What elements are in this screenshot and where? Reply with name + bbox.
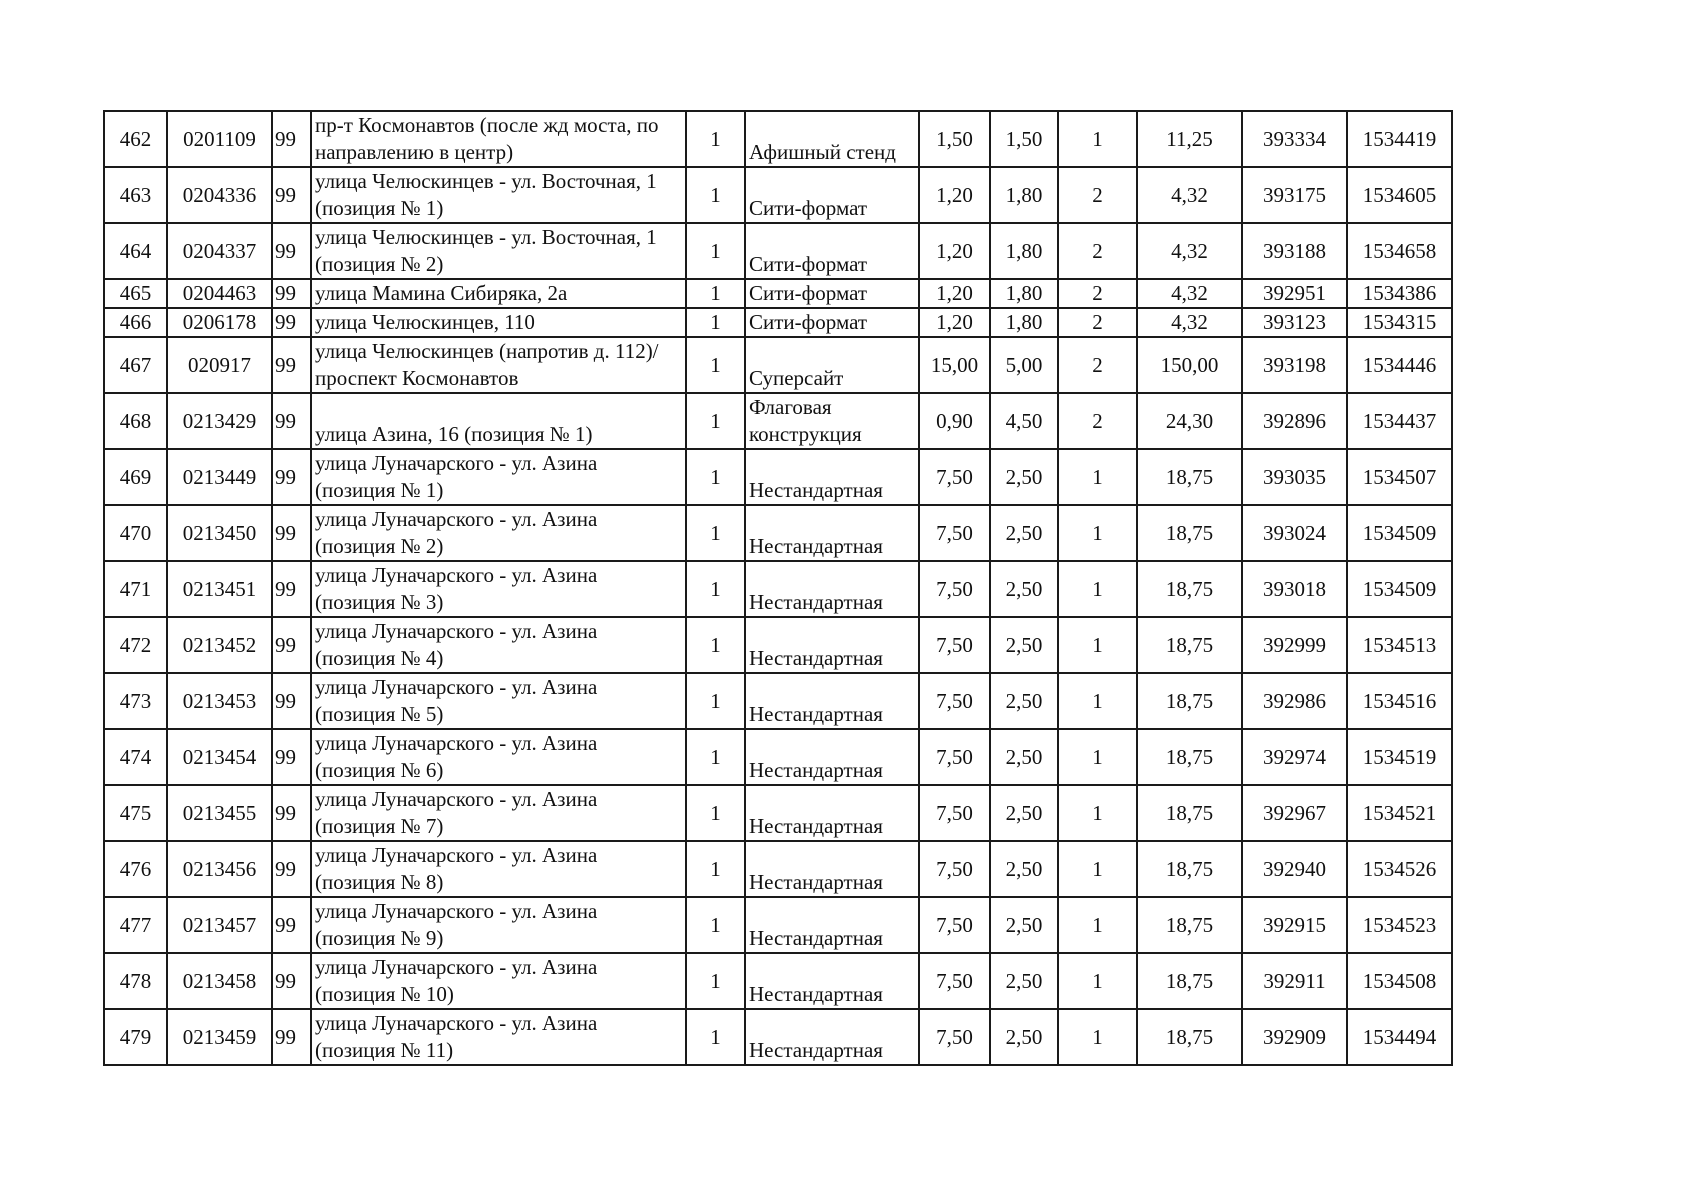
height-cell: 5,00: [990, 337, 1058, 393]
width-cell: 7,50: [919, 953, 990, 1009]
district-code-cell: 99: [272, 505, 311, 561]
coord-x-cell: 392909: [1242, 1009, 1347, 1065]
quantity-cell: 1: [686, 953, 745, 1009]
table-row: [104, 673, 1452, 729]
table-row: [104, 729, 1452, 785]
district-code-cell: 99: [272, 111, 311, 167]
quantity-cell: 1: [686, 617, 745, 673]
district-code-cell: 99: [272, 561, 311, 617]
sides-cell: 2: [1058, 337, 1137, 393]
address-cell: улица Луначарского - ул. Азина (позиция № 4): [311, 617, 686, 673]
district-code-cell: 99: [272, 223, 311, 279]
address-cell: улица Челюскинцев - ул. Восточная, 1 (позиция № 2): [311, 223, 686, 279]
width-cell: 1,20: [919, 167, 990, 223]
coord-y-cell: 1534507: [1347, 449, 1452, 505]
coord-y-cell: 1534509: [1347, 561, 1452, 617]
sides-cell: 1: [1058, 449, 1137, 505]
table-row: [104, 561, 1452, 617]
coord-y-cell: 1534658: [1347, 223, 1452, 279]
coord-y-cell: 1534437: [1347, 393, 1452, 449]
area-cell: 18,75: [1137, 897, 1242, 953]
address-cell: улица Челюскинцев (напротив д. 112)/проспект Космонавтов: [311, 337, 686, 393]
width-cell: 7,50: [919, 841, 990, 897]
district-code-cell: 99: [272, 279, 311, 308]
table-row: [104, 785, 1452, 841]
width-cell: 7,50: [919, 1009, 990, 1065]
height-cell: 1,80: [990, 223, 1058, 279]
sides-cell: 1: [1058, 673, 1137, 729]
row-number-cell: 474: [104, 729, 167, 785]
coord-y-cell: 1534508: [1347, 953, 1452, 1009]
width-cell: 7,50: [919, 673, 990, 729]
structure-code-cell: 0201109: [167, 111, 272, 167]
quantity-cell: 1: [686, 111, 745, 167]
table-row: [104, 449, 1452, 505]
structure-code-cell: 0213453: [167, 673, 272, 729]
structure-code-cell: 0213450: [167, 505, 272, 561]
district-code-cell: 99: [272, 449, 311, 505]
row-number-cell: 467: [104, 337, 167, 393]
district-code-cell: 99: [272, 617, 311, 673]
structure-type-cell: Сити-формат: [745, 167, 919, 223]
area-cell: 18,75: [1137, 673, 1242, 729]
coord-x-cell: 392999: [1242, 617, 1347, 673]
structure-code-cell: 0213455: [167, 785, 272, 841]
sides-cell: 1: [1058, 729, 1137, 785]
height-cell: 2,50: [990, 561, 1058, 617]
height-cell: 1,80: [990, 279, 1058, 308]
structure-type-cell: Нестандартная: [745, 673, 919, 729]
district-code-cell: 99: [272, 785, 311, 841]
row-number-cell: 476: [104, 841, 167, 897]
address-cell: улица Луначарского - ул. Азина (позиция № 6): [311, 729, 686, 785]
structure-code-cell: 0213451: [167, 561, 272, 617]
area-cell: 4,32: [1137, 279, 1242, 308]
structure-code-cell: 0213449: [167, 449, 272, 505]
address-cell: улица Луначарского - ул. Азина (позиция № 9): [311, 897, 686, 953]
row-number-cell: 470: [104, 505, 167, 561]
table-row: [104, 1009, 1452, 1065]
address-cell: улица Луначарского - ул. Азина (позиция № 7): [311, 785, 686, 841]
area-cell: 18,75: [1137, 449, 1242, 505]
table-row: [104, 279, 1452, 308]
row-number-cell: 479: [104, 1009, 167, 1065]
coord-y-cell: 1534386: [1347, 279, 1452, 308]
coord-x-cell: 392986: [1242, 673, 1347, 729]
district-code-cell: 99: [272, 393, 311, 449]
quantity-cell: 1: [686, 505, 745, 561]
address-cell: улица Мамина Сибиряка, 2а: [311, 279, 686, 308]
coord-x-cell: 392974: [1242, 729, 1347, 785]
height-cell: 2,50: [990, 785, 1058, 841]
table-row: [104, 393, 1452, 449]
sides-cell: 2: [1058, 279, 1137, 308]
district-code-cell: 99: [272, 897, 311, 953]
sides-cell: 1: [1058, 1009, 1137, 1065]
address-cell: улица Луначарского - ул. Азина (позиция № 11): [311, 1009, 686, 1065]
table-row: [104, 167, 1452, 223]
height-cell: 2,50: [990, 953, 1058, 1009]
structure-type-cell: Сити-формат: [745, 223, 919, 279]
coord-y-cell: 1534513: [1347, 617, 1452, 673]
quantity-cell: 1: [686, 279, 745, 308]
quantity-cell: 1: [686, 841, 745, 897]
structure-type-cell: Нестандартная: [745, 897, 919, 953]
area-cell: 18,75: [1137, 841, 1242, 897]
coord-x-cell: 392911: [1242, 953, 1347, 1009]
height-cell: 4,50: [990, 393, 1058, 449]
sides-cell: 2: [1058, 223, 1137, 279]
sides-cell: 2: [1058, 308, 1137, 337]
width-cell: 7,50: [919, 897, 990, 953]
width-cell: 0,90: [919, 393, 990, 449]
row-number-cell: 477: [104, 897, 167, 953]
address-cell: улица Луначарского - ул. Азина (позиция № 2): [311, 505, 686, 561]
height-cell: 2,50: [990, 673, 1058, 729]
table-row: [104, 617, 1452, 673]
quantity-cell: 1: [686, 337, 745, 393]
structure-code-cell: 0213458: [167, 953, 272, 1009]
area-cell: 18,75: [1137, 561, 1242, 617]
coord-x-cell: 393018: [1242, 561, 1347, 617]
district-code-cell: 99: [272, 729, 311, 785]
coord-x-cell: 393334: [1242, 111, 1347, 167]
structure-type-cell: Нестандартная: [745, 953, 919, 1009]
structure-type-cell: Нестандартная: [745, 785, 919, 841]
district-code-cell: 99: [272, 308, 311, 337]
coord-x-cell: 393188: [1242, 223, 1347, 279]
quantity-cell: 1: [686, 1009, 745, 1065]
row-number-cell: 465: [104, 279, 167, 308]
sides-cell: 1: [1058, 841, 1137, 897]
district-code-cell: 99: [272, 953, 311, 1009]
structure-type-cell: Нестандартная: [745, 729, 919, 785]
width-cell: 1,20: [919, 308, 990, 337]
row-number-cell: 472: [104, 617, 167, 673]
sides-cell: 1: [1058, 561, 1137, 617]
width-cell: 7,50: [919, 729, 990, 785]
address-cell: улица Луначарского - ул. Азина (позиция № 8): [311, 841, 686, 897]
district-code-cell: 99: [272, 337, 311, 393]
row-number-cell: 469: [104, 449, 167, 505]
address-cell: улица Челюскинцев - ул. Восточная, 1 (позиция № 1): [311, 167, 686, 223]
coord-y-cell: 1534315: [1347, 308, 1452, 337]
height-cell: 2,50: [990, 841, 1058, 897]
coord-x-cell: 392967: [1242, 785, 1347, 841]
structure-type-cell: Нестандартная: [745, 1009, 919, 1065]
structure-code-cell: 0204337: [167, 223, 272, 279]
width-cell: 1,20: [919, 279, 990, 308]
coord-y-cell: 1534521: [1347, 785, 1452, 841]
district-code-cell: 99: [272, 167, 311, 223]
width-cell: 1,50: [919, 111, 990, 167]
quantity-cell: 1: [686, 223, 745, 279]
height-cell: 1,50: [990, 111, 1058, 167]
area-cell: 18,75: [1137, 785, 1242, 841]
table-row: [104, 841, 1452, 897]
coord-y-cell: 1534526: [1347, 841, 1452, 897]
sides-cell: 2: [1058, 393, 1137, 449]
structure-type-cell: Суперсайт: [745, 337, 919, 393]
structure-code-cell: 0206178: [167, 308, 272, 337]
table-row: [104, 505, 1452, 561]
table-row: [104, 111, 1452, 167]
area-cell: 18,75: [1137, 617, 1242, 673]
row-number-cell: 478: [104, 953, 167, 1009]
structure-type-cell: Сити-формат: [745, 279, 919, 308]
row-number-cell: 464: [104, 223, 167, 279]
address-cell: пр-т Космонавтов (после жд моста, по направлению в центр): [311, 111, 686, 167]
sides-cell: 1: [1058, 785, 1137, 841]
address-cell: улица Луначарского - ул. Азина (позиция № 10): [311, 953, 686, 1009]
area-cell: 18,75: [1137, 1009, 1242, 1065]
structure-type-cell: Афишный стенд: [745, 111, 919, 167]
coord-y-cell: 1534519: [1347, 729, 1452, 785]
width-cell: 15,00: [919, 337, 990, 393]
structure-code-cell: 0213454: [167, 729, 272, 785]
width-cell: 7,50: [919, 449, 990, 505]
structure-code-cell: 0213457: [167, 897, 272, 953]
sides-cell: 1: [1058, 617, 1137, 673]
width-cell: 1,20: [919, 223, 990, 279]
area-cell: 11,25: [1137, 111, 1242, 167]
coord-x-cell: 392896: [1242, 393, 1347, 449]
structure-type-cell: Нестандартная: [745, 617, 919, 673]
sides-cell: 2: [1058, 167, 1137, 223]
quantity-cell: 1: [686, 393, 745, 449]
coord-x-cell: 393175: [1242, 167, 1347, 223]
coord-y-cell: 1534494: [1347, 1009, 1452, 1065]
structure-code-cell: 020917: [167, 337, 272, 393]
height-cell: 2,50: [990, 617, 1058, 673]
sides-cell: 1: [1058, 897, 1137, 953]
row-number-cell: 471: [104, 561, 167, 617]
row-number-cell: 466: [104, 308, 167, 337]
table-row: [104, 223, 1452, 279]
table-row: [104, 337, 1452, 393]
height-cell: 2,50: [990, 449, 1058, 505]
structure-type-cell: Нестандартная: [745, 841, 919, 897]
structure-code-cell: 0204463: [167, 279, 272, 308]
width-cell: 7,50: [919, 617, 990, 673]
area-cell: 18,75: [1137, 505, 1242, 561]
structure-code-cell: 0213429: [167, 393, 272, 449]
row-number-cell: 475: [104, 785, 167, 841]
quantity-cell: 1: [686, 167, 745, 223]
sides-cell: 1: [1058, 505, 1137, 561]
data-table: [103, 110, 1453, 1066]
coord-y-cell: 1534419: [1347, 111, 1452, 167]
height-cell: 2,50: [990, 897, 1058, 953]
quantity-cell: 1: [686, 561, 745, 617]
row-number-cell: 473: [104, 673, 167, 729]
row-number-cell: 468: [104, 393, 167, 449]
structure-type-cell: Сити-формат: [745, 308, 919, 337]
height-cell: 2,50: [990, 1009, 1058, 1065]
structure-type-cell: Нестандартная: [745, 561, 919, 617]
structure-code-cell: 0204336: [167, 167, 272, 223]
quantity-cell: 1: [686, 729, 745, 785]
width-cell: 7,50: [919, 561, 990, 617]
address-cell: улица Челюскинцев, 110: [311, 308, 686, 337]
coord-y-cell: 1534605: [1347, 167, 1452, 223]
area-cell: 24,30: [1137, 393, 1242, 449]
coord-y-cell: 1534446: [1347, 337, 1452, 393]
district-code-cell: 99: [272, 673, 311, 729]
address-cell: улица Луначарского - ул. Азина (позиция № 1): [311, 449, 686, 505]
coord-x-cell: 393123: [1242, 308, 1347, 337]
address-cell: улица Азина, 16 (позиция № 1): [311, 393, 686, 449]
row-number-cell: 462: [104, 111, 167, 167]
sides-cell: 1: [1058, 953, 1137, 1009]
width-cell: 7,50: [919, 785, 990, 841]
row-number-cell: 463: [104, 167, 167, 223]
quantity-cell: 1: [686, 673, 745, 729]
height-cell: 1,80: [990, 308, 1058, 337]
height-cell: 2,50: [990, 505, 1058, 561]
coord-x-cell: 393035: [1242, 449, 1347, 505]
address-cell: улица Луначарского - ул. Азина (позиция № 5): [311, 673, 686, 729]
coord-x-cell: 393024: [1242, 505, 1347, 561]
quantity-cell: 1: [686, 785, 745, 841]
structure-type-cell: Нестандартная: [745, 505, 919, 561]
area-cell: 18,75: [1137, 953, 1242, 1009]
coord-x-cell: 392940: [1242, 841, 1347, 897]
address-cell: улица Луначарского - ул. Азина (позиция № 3): [311, 561, 686, 617]
coord-y-cell: 1534523: [1347, 897, 1452, 953]
quantity-cell: 1: [686, 308, 745, 337]
structure-type-cell: Нестандартная: [745, 449, 919, 505]
district-code-cell: 99: [272, 1009, 311, 1065]
coord-y-cell: 1534509: [1347, 505, 1452, 561]
structure-code-cell: 0213452: [167, 617, 272, 673]
structure-type-cell: Флаговая конструкция: [745, 393, 919, 449]
quantity-cell: 1: [686, 897, 745, 953]
area-cell: 4,32: [1137, 223, 1242, 279]
coord-y-cell: 1534516: [1347, 673, 1452, 729]
height-cell: 1,80: [990, 167, 1058, 223]
coord-x-cell: 393198: [1242, 337, 1347, 393]
table-row: [104, 308, 1452, 337]
area-cell: 18,75: [1137, 729, 1242, 785]
sides-cell: 1: [1058, 111, 1137, 167]
area-cell: 4,32: [1137, 308, 1242, 337]
table-row: [104, 897, 1452, 953]
coord-x-cell: 392951: [1242, 279, 1347, 308]
table-row: [104, 953, 1452, 1009]
height-cell: 2,50: [990, 729, 1058, 785]
area-cell: 4,32: [1137, 167, 1242, 223]
width-cell: 7,50: [919, 505, 990, 561]
district-code-cell: 99: [272, 841, 311, 897]
coord-x-cell: 392915: [1242, 897, 1347, 953]
structure-code-cell: 0213459: [167, 1009, 272, 1065]
area-cell: 150,00: [1137, 337, 1242, 393]
structure-code-cell: 0213456: [167, 841, 272, 897]
quantity-cell: 1: [686, 449, 745, 505]
